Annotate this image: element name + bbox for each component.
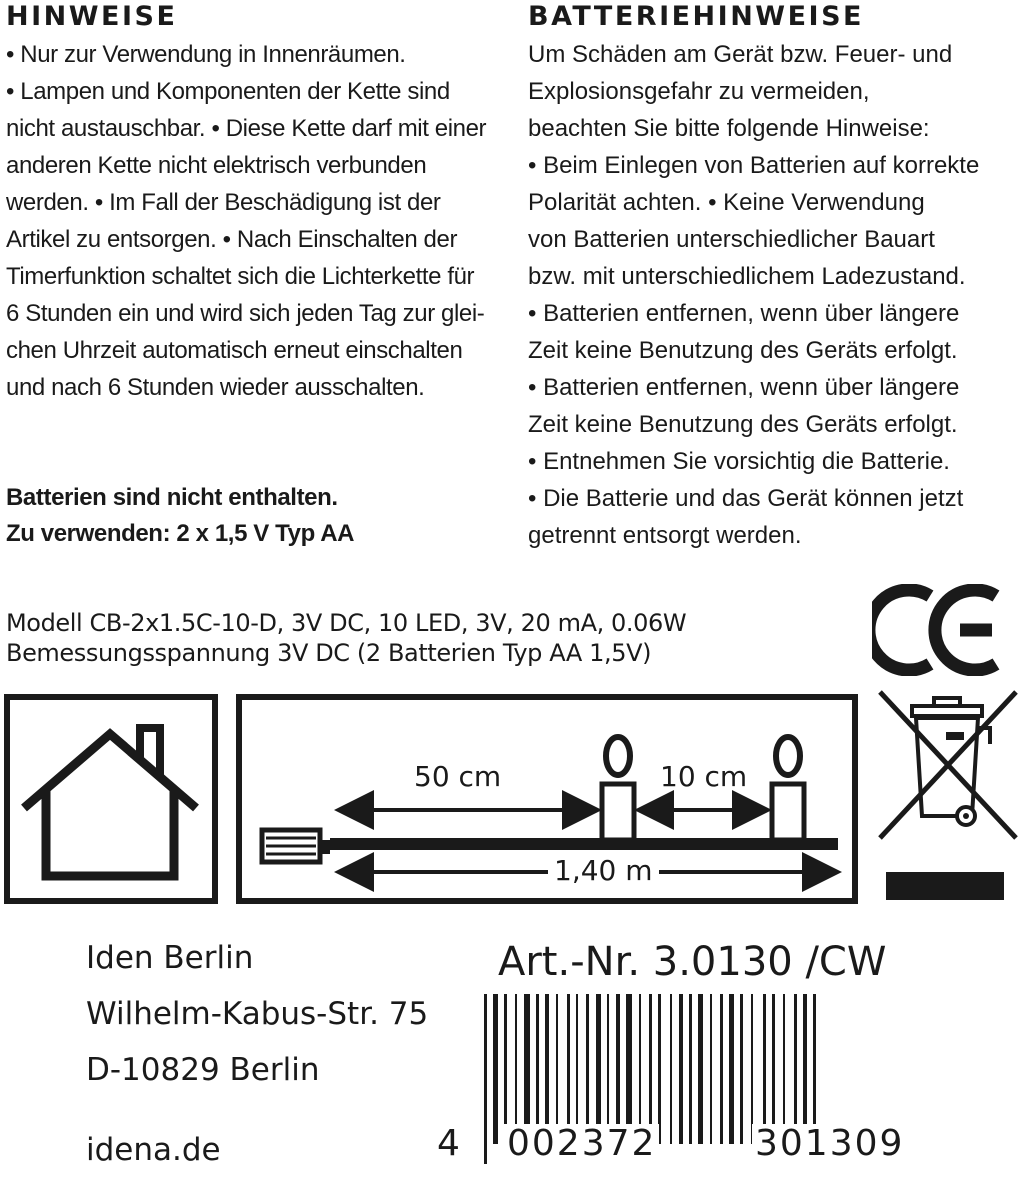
house-icon [10, 700, 212, 898]
barcode-bar [616, 994, 620, 1144]
voltage-line: Bemessungsspannung 3V DC (2 Batterien Typ AA 1,5V) [6, 639, 652, 667]
company-name: Iden Berlin [86, 940, 254, 976]
barcode-first-digit: 4 [434, 1124, 463, 1164]
batteriehinweise-text [528, 36, 1018, 554]
hinweise-section [6, 2, 506, 406]
barcode-bar [794, 994, 797, 1144]
barcode-bar [679, 994, 683, 1144]
batteriehinweise-section [528, 2, 1018, 554]
battery-note-line: Batterien sind nicht enthalten. [6, 484, 338, 511]
total-length-label: 1,40 m [548, 856, 659, 886]
company-city: D-10829 Berlin [86, 1052, 320, 1088]
barcode-left-group: 002372 [504, 1124, 659, 1164]
spacing-between-label: 10 cm [660, 760, 748, 793]
batteriehinweise-line: • Entnehmen Sie vorsichtig die Batterie. [528, 448, 950, 475]
model-line: Modell CB-2x1.5C-10-D, 3V DC, 10 LED, 3V, 20 mA, 0.06W [6, 609, 687, 637]
barcode-bar [803, 994, 807, 1144]
hinweise-line: Artikel zu entsorgen. • Nach Einschalten der [6, 226, 458, 253]
barcode-bar [493, 994, 498, 1144]
barcode-bar [626, 994, 632, 1144]
barcode-bar [658, 994, 661, 1144]
barcode-bar [515, 994, 517, 1144]
batteriehinweise-line: beachten Sie bitte folgende Hinweise: [528, 115, 930, 142]
hinweise-line: • Nur zur Verwendung in Innenräumen. [6, 41, 406, 68]
barcode-bar [772, 994, 775, 1144]
model-spec [6, 608, 686, 668]
company-website: idena.de [86, 1132, 221, 1168]
light-chain-drawing [242, 700, 852, 898]
hinweise-line: • Lampen und Komponenten der Kette sind [6, 78, 450, 105]
hinweise-line: nicht austauschbar. • Diese Kette darf mit einer [6, 115, 487, 142]
hinweise-line: anderen Kette nicht elektrisch verbunden [6, 152, 427, 179]
barcode-bar [586, 994, 589, 1144]
batteriehinweise-line: von Batterien unterschiedlicher Bauart [528, 226, 935, 253]
hinweise-line: Timerfunktion schaltet sich die Lichterkette für [6, 263, 475, 290]
hinweise-line: und nach 6 Stunden wieder ausschalten. [6, 374, 425, 401]
batteriehinweise-line: bzw. mit unterschiedlichem Ladezustand. [528, 263, 966, 290]
barcode-bar [504, 994, 507, 1144]
hinweise-line: 6 Stunden ein und wird sich jeden Tag zur glei- [6, 300, 485, 327]
barcode-bar [698, 994, 703, 1144]
batteriehinweise-line: getrennt entsorgt werden. [528, 522, 802, 549]
batteriehinweise-line: Explosionsgefahr zu vermeiden, [528, 78, 870, 105]
barcode [437, 994, 1010, 1166]
hinweise-line: werden. • Im Fall der Beschädigung ist der [6, 189, 441, 216]
barcode-bar [689, 994, 692, 1144]
barcode-bar [567, 994, 570, 1144]
barcode-bar [484, 994, 487, 1164]
barcode-bar [596, 994, 601, 1144]
barcode-bar [545, 994, 549, 1144]
batteriehinweise-line: Polarität achten. • Keine Verwendung [528, 189, 925, 216]
barcode-bar [670, 994, 672, 1144]
company-street: Wilhelm-Kabus-Str. 75 [86, 996, 429, 1032]
batteriehinweise-line: Um Schäden am Gerät bzw. Feuer- und [528, 41, 953, 68]
barcode-bar [783, 994, 785, 1144]
indoor-use-box [4, 694, 218, 904]
barcode-bar [751, 994, 753, 1144]
battery-note-line: Zu verwenden: 2 x 1,5 V Typ AA [6, 520, 355, 547]
batteriehinweise-line: Zeit keine Benutzung des Geräts erfolgt. [528, 411, 958, 438]
company-address [86, 930, 428, 1098]
ce-mark-icon [872, 584, 1002, 676]
batteriehinweise-line: • Batterien entfernen, wenn über längere [528, 374, 960, 401]
hinweise-text [6, 36, 506, 406]
barcode-right-group: 301309 [752, 1124, 907, 1164]
batteriehinweise-line: • Batterien entfernen, wenn über längere [528, 300, 960, 327]
spacing-first-label: 50 cm [414, 760, 502, 793]
light-chain-diagram [236, 694, 858, 904]
barcode-bar [720, 994, 723, 1144]
batteriehinweise-line: • Beim Einlegen von Batterien auf korrekte [528, 152, 980, 179]
hinweise-line: chen Uhrzeit automatisch erneut einschalten [6, 337, 463, 364]
batteriehinweise-line: Zeit keine Benutzung des Geräts erfolgt. [528, 337, 958, 364]
hinweise-heading: HINWEISE [6, 1, 178, 32]
barcode-bar [740, 994, 743, 1144]
barcode-bar [710, 994, 712, 1144]
barcode-bar [763, 994, 766, 1144]
barcode-bar [729, 994, 734, 1144]
barcode-bar [536, 994, 539, 1144]
barcode-bar [524, 994, 530, 1144]
crossed-out-bin-icon [872, 688, 1020, 902]
batteriehinweise-line: • Die Batterie und das Gerät können jetzt [528, 485, 964, 512]
battery-note [6, 480, 354, 552]
barcode-bar [556, 994, 558, 1144]
batteriehinweise-heading: BATTERIEHINWEISE [528, 1, 864, 32]
article-number: Art.-Nr. 3.0130 /CW [498, 939, 887, 985]
barcode-bar [607, 994, 609, 1144]
barcode-bar [639, 994, 641, 1144]
barcode-bar [576, 994, 578, 1144]
